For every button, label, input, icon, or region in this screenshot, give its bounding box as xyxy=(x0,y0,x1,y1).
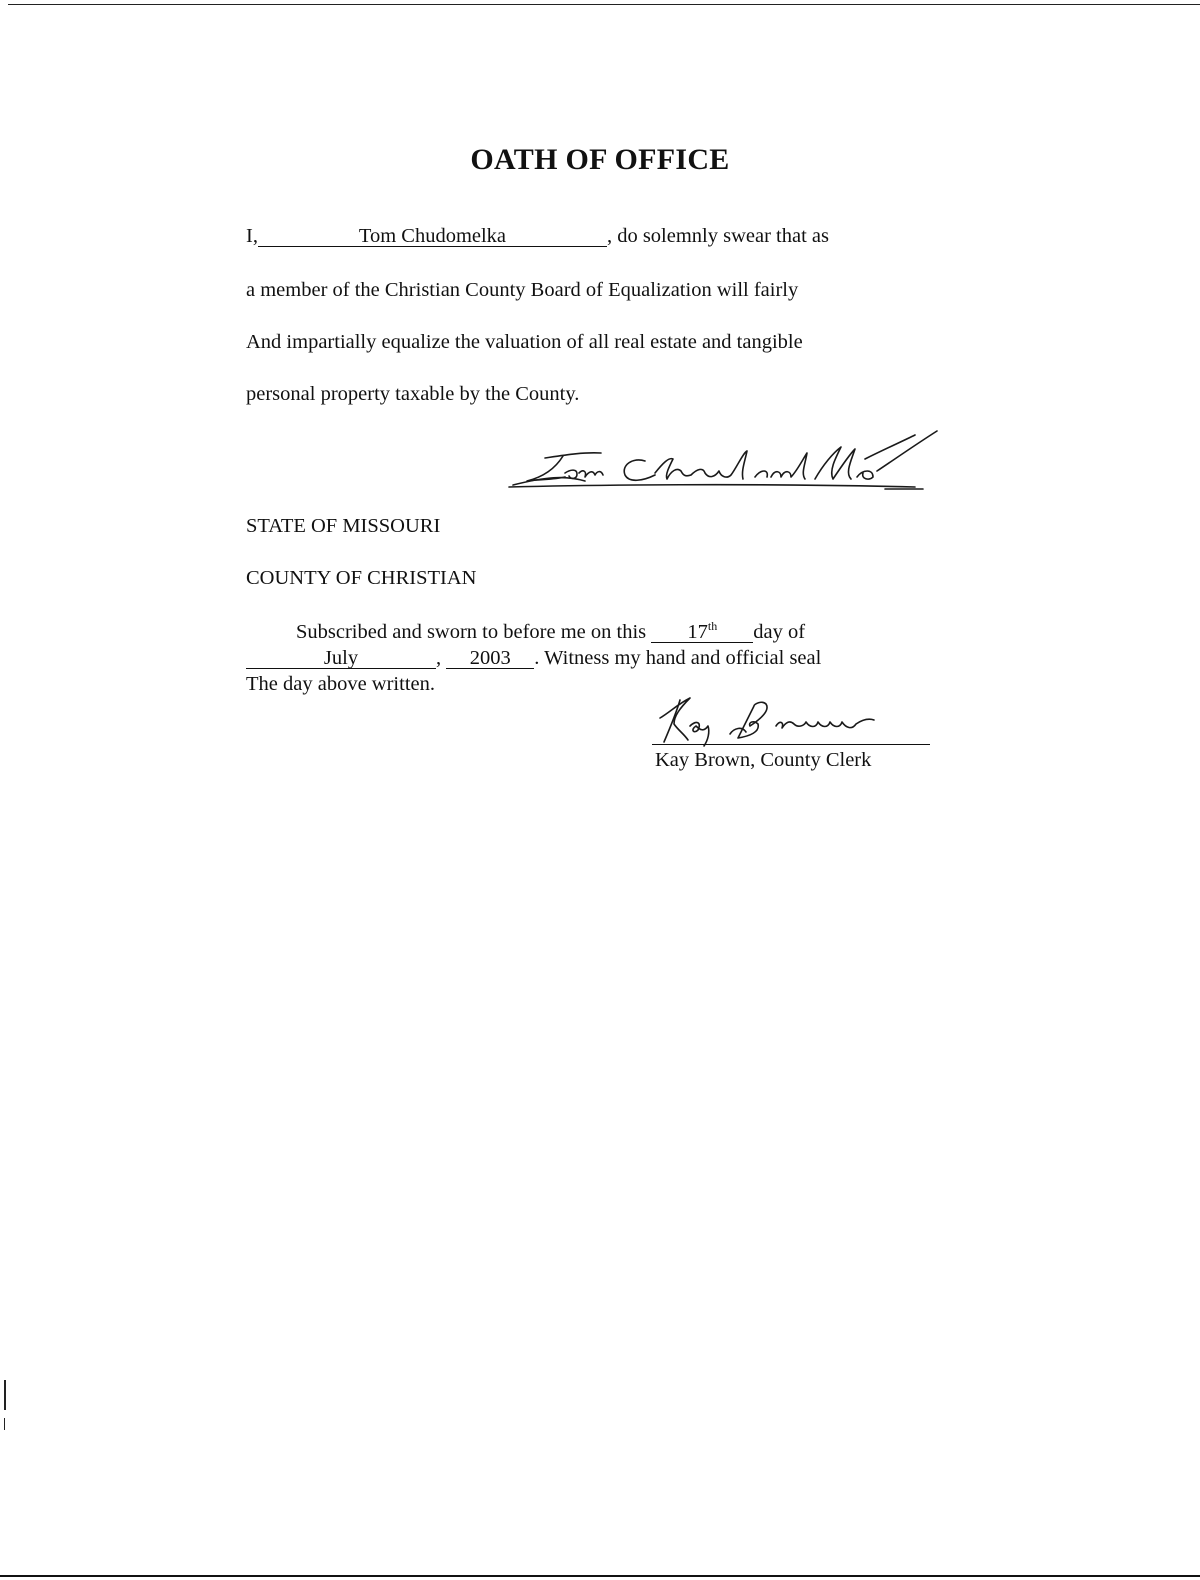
jurat-day: 17 xyxy=(687,621,708,643)
venue-county: COUNTY OF CHRISTIAN xyxy=(246,567,477,589)
jurat-witness: . Witness my hand and official seal xyxy=(534,647,822,669)
venue-state: STATE OF MISSOURI xyxy=(246,515,441,537)
jurat-day-field xyxy=(651,619,753,643)
scan-border-top xyxy=(8,4,1200,5)
oath-suffix: , do solemnly swear that as xyxy=(606,225,829,247)
jurat-line-2 xyxy=(246,646,821,670)
jurat-day-of: day of xyxy=(753,621,806,643)
oath-prefix: I, xyxy=(246,225,258,247)
scan-border-bottom xyxy=(0,1575,1200,1577)
clerk-signature-line xyxy=(652,744,930,745)
oath-line-2: a member of the Christian County Board of Equalization will fairly xyxy=(246,279,799,301)
clerk-signature xyxy=(650,690,920,750)
scan-mark xyxy=(4,1418,5,1430)
jurat-day-suffix: th xyxy=(707,619,718,634)
jurat-closing: The day above written. xyxy=(246,673,435,695)
clerk-name-title: Kay Brown, County Clerk xyxy=(655,749,872,771)
jurat-separator: , xyxy=(436,647,442,669)
oath-line-3: And impartially equalize the valuation of all real estate and tangible xyxy=(246,331,803,353)
oath-line-4: personal property taxable by the County. xyxy=(246,383,580,405)
document-title: OATH OF OFFICE xyxy=(470,143,730,176)
jurat-line-1 xyxy=(296,620,805,644)
scan-mark xyxy=(4,1380,6,1410)
oath-signature xyxy=(505,425,945,497)
oath-line-1 xyxy=(246,224,829,248)
oath-name-field: Tom Chudomelka xyxy=(258,226,607,247)
jurat-prefix: Subscribed and sworn to before me on this xyxy=(296,621,647,643)
jurat-year-field: 2003 xyxy=(446,648,534,669)
jurat-month-field: July xyxy=(246,648,436,669)
